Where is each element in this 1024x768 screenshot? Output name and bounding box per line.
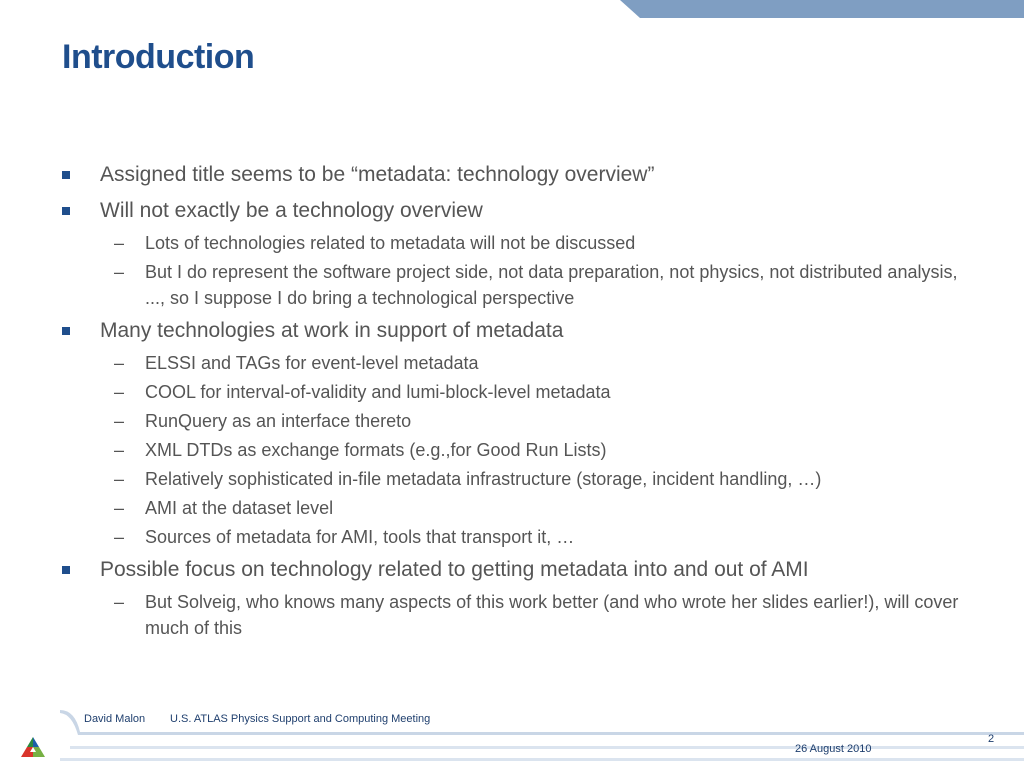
square-bullet-icon [62,327,70,335]
sub-bullet-item [62,259,962,311]
dash-bullet-icon: – [114,353,125,373]
dash-bullet-icon: – [114,592,125,612]
bullet-text: Assigned title seems to be “metadata: technology overview” [100,163,655,186]
dash-bullet-icon: – [114,382,125,402]
sub-bullet-text: Sources of metadata for AMI, tools that transport it, … [145,527,575,547]
sub-bullet-text: Lots of technologies related to metadata will not be discussed [145,233,636,253]
sub-bullet-item [62,230,962,256]
footer-meeting-title: U.S. ATLAS Physics Support and Computing Meeting [170,713,431,725]
sub-bullet-item [62,379,962,405]
sub-bullet-text: ELSSI and TAGs for event-level metadata [145,353,479,373]
dash-bullet-icon: – [114,233,125,253]
square-bullet-icon [62,566,70,574]
sub-bullet-item [62,589,962,641]
bullet-item [62,318,962,344]
dash-bullet-icon: – [114,411,125,431]
page-number: 2 [988,733,995,745]
bullet-item [62,162,962,188]
bullet-list [62,162,962,648]
sub-bullet-item [62,437,962,463]
footer-author: David Malon [84,713,146,725]
top-decorative-bar [0,0,1024,18]
dash-bullet-icon: – [114,262,125,282]
sub-bullet-text: But I do represent the software project side, not data preparation, not physics, not distributed analysis, ..., so I suppose I do bring a technological perspective [145,262,958,308]
sub-bullet-item [62,408,962,434]
sub-bullet-text: AMI at the dataset level [145,498,334,518]
square-bullet-icon [62,207,70,215]
sub-bullet-text: Relatively sophisticated in-file metadata infrastructure (storage, incident handling, …) [145,469,822,489]
sub-bullet-text: RunQuery as an interface thereto [145,411,412,431]
bullet-item [62,198,962,224]
dash-bullet-icon: – [114,527,125,547]
dash-bullet-icon: – [114,469,125,489]
sub-bullet-item [62,466,962,492]
sub-bullet-item [62,495,962,521]
bullet-text: Many technologies at work in support of metadata [100,319,564,342]
footer-date: 26 August 2010 [795,743,872,755]
argonne-logo-icon [20,736,46,758]
sub-bullet-text: XML DTDs as exchange formats (e.g.,for Good Run Lists) [145,440,607,460]
sub-bullet-item [62,350,962,376]
bullet-item [62,557,962,583]
square-bullet-icon [62,171,70,179]
sub-bullet-text: COOL for interval-of-validity and lumi-block-level metadata [145,382,611,402]
dash-bullet-icon: – [114,498,125,518]
footer-decoration [0,706,1024,768]
sub-bullet-item [62,524,962,550]
bullet-text: Possible focus on technology related to getting metadata into and out of AMI [100,558,809,581]
bullet-text: Will not exactly be a technology overview [100,199,483,222]
sub-bullet-text: But Solveig, who knows many aspects of this work better (and who wrote her slides earlier!), will cover much of this [145,592,959,638]
dash-bullet-icon: – [114,440,125,460]
slide-title: Introduction [62,38,255,76]
